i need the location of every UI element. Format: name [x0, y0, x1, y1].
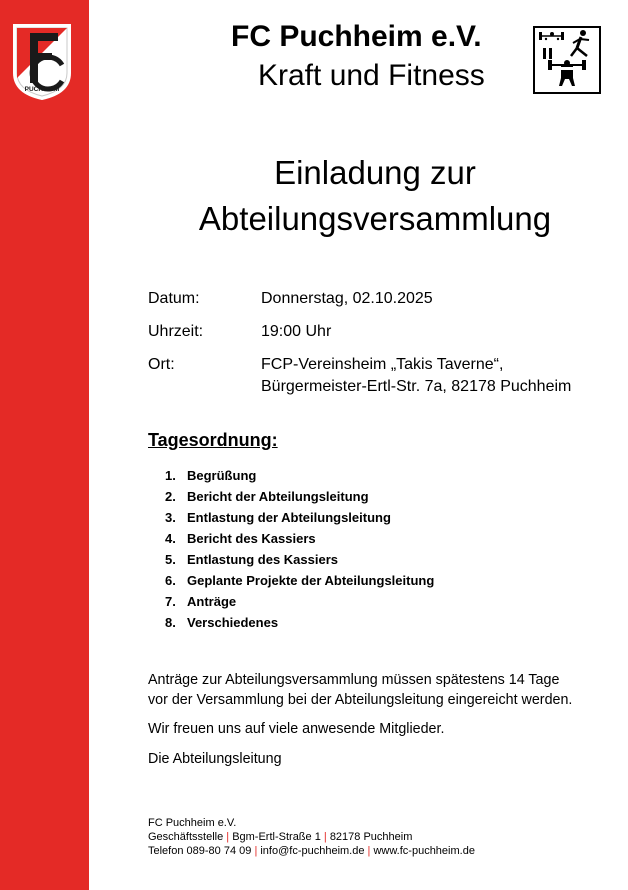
agenda-item-number: 5.: [165, 552, 176, 567]
agenda-item: [165, 549, 434, 570]
agenda-item-text: Entlastung der Abteilungsleitung: [187, 510, 391, 525]
footer-separator: |: [323, 831, 327, 843]
organization-name: FC Puchheim e.V.: [231, 20, 482, 53]
footer-website-link[interactable]: www.fc-puchheim.de: [373, 845, 475, 857]
agenda-item-text: Verschiedenes: [187, 615, 279, 630]
footer-address: [148, 830, 475, 844]
agenda-item: [165, 528, 434, 549]
agenda-item-number: 8.: [165, 615, 176, 630]
agenda-item: [165, 486, 434, 507]
title-line-2: Abteilungsversammlung: [198, 200, 552, 237]
logo-text: PUCHHEIM: [24, 86, 60, 93]
document-title: [160, 150, 590, 242]
agenda-item: [165, 570, 434, 591]
footer: [148, 816, 475, 858]
footer-phone: Telefon 089-80 74 09: [148, 845, 252, 857]
agenda-item-text: Bericht des Kassiers: [187, 531, 316, 546]
agenda-item-text: Geplante Projekte der Abteilungsleitung: [187, 573, 435, 588]
place-value-line-2: Bürgermeister-Ertl-Str. 7a, 82178 Puchheim: [261, 378, 572, 395]
red-side-bar: [0, 0, 89, 890]
date-value: Donnerstag, 02.10.2025: [261, 290, 433, 307]
agenda-heading: Tagesordnung:: [148, 430, 278, 450]
closing-text: Wir freuen uns auf viele anwesende Mitglieder.: [148, 721, 445, 737]
time-label: Uhrzeit:: [148, 323, 204, 340]
motions-note: [148, 670, 572, 710]
signature: Die Abteilungsleitung: [148, 751, 282, 767]
motions-note-line-1: Anträge zur Abteilungsversammlung müssen spätestens 14 Tage: [148, 672, 560, 688]
agenda-item-number: 4.: [165, 531, 176, 546]
agenda-item-text: Entlastung des Kassiers: [187, 552, 338, 567]
footer-separator: |: [254, 845, 258, 857]
agenda-item-number: 1.: [165, 468, 176, 483]
agenda-item-text: Begrüßung: [187, 468, 257, 483]
agenda-item-text: Anträge: [187, 594, 237, 609]
agenda-item: [165, 507, 434, 528]
place-label: Ort:: [148, 356, 175, 373]
agenda-item: [165, 591, 434, 612]
agenda-item-number: 6.: [165, 573, 176, 588]
motions-note-line-2: vor der Versammlung bei der Abteilungsleitung eingereicht werden.: [148, 692, 573, 708]
title-line-1: Einladung zur: [274, 154, 476, 191]
weightlifting-fitness-icon: [533, 26, 601, 94]
footer-separator: |: [226, 831, 230, 843]
agenda-list: [165, 465, 434, 633]
footer-contact: [148, 844, 475, 858]
footer-street: Bgm-Ertl-Straße 1: [232, 831, 321, 843]
time-value: 19:00 Uhr: [261, 323, 332, 340]
agenda-item: [165, 465, 434, 486]
fcp-crest-icon: [10, 21, 74, 101]
date-label: Datum:: [148, 290, 200, 307]
footer-city: 82178 Puchheim: [329, 831, 413, 843]
footer-organization: FC Puchheim e.V.: [148, 817, 237, 829]
department-name: Kraft und Fitness: [258, 59, 485, 92]
agenda-item: [165, 612, 434, 633]
footer-office: Geschäftsstelle: [148, 831, 224, 843]
footer-email-link[interactable]: info@fc-puchheim.de: [260, 845, 365, 857]
agenda-item-number: 7.: [165, 594, 176, 609]
footer-separator: |: [367, 845, 371, 857]
place-value-line-1: FCP-Vereinsheim „Takis Taverne“,: [261, 356, 504, 373]
agenda-item-number: 2.: [165, 489, 176, 504]
agenda-item-number: 3.: [165, 510, 176, 525]
agenda-item-text: Bericht der Abteilungsleitung: [187, 489, 369, 504]
